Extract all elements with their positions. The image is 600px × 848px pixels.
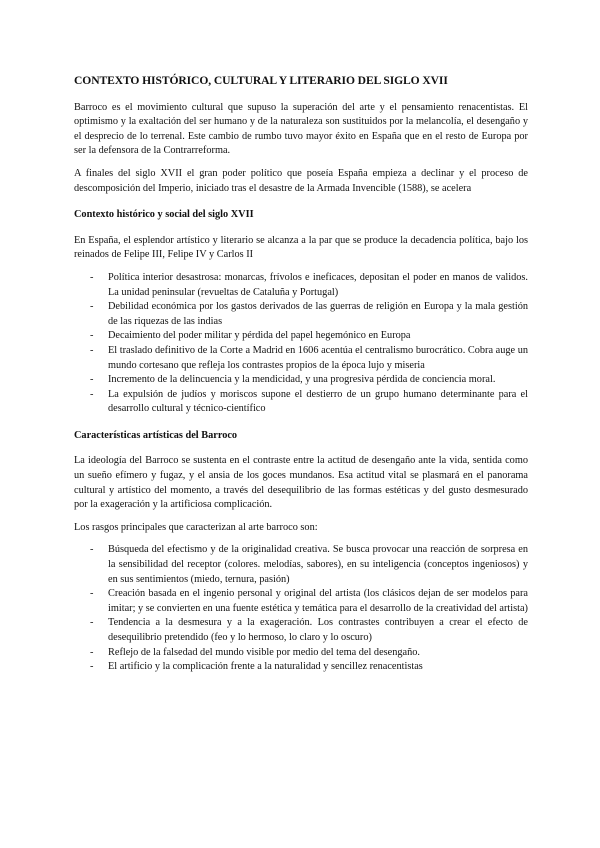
document-title: CONTEXTO HISTÓRICO, CULTURAL Y LITERARIO DEL SIGLO XVII [74, 74, 448, 87]
intro-paragraph-1: Barroco es el movimiento cultural que supuso la superación del arte y el pensamiento renacentistas. El optimismo y la exaltación del ser humano y de la naturaleza son sustituidos por la melancolía, el desengaño y el desprecio de lo terrenal. Este cambio de rumbo tuvo mayor éxito en España que en el resto de Europa por ser la defensora de la Contrarreforma. [74, 101, 528, 157]
list-item: - Tendencia a la desmesura y a la exageración. Los contrastes contribuyen a crear el efecto de desequilibrio pretendido (feo y lo hermoso, lo claro y lo oscuro) [74, 616, 528, 645]
list-item: - Creación basada en el ingenio personal y original del artista (los clásicos dejan de ser modelos para imitar; y se convierten en una fuente estética y temática para el desarrollo de la creatividad del artista) [74, 587, 528, 616]
context-list [74, 271, 528, 417]
list-item: - Incremento de la delincuencia y la mendicidad, y una progresiva pérdida de conciencia moral. [74, 373, 528, 388]
section-heading-characteristics: Características artísticas del Barroco [74, 429, 238, 441]
context-paragraph: En España, el esplendor artístico y literario se alcanza a la par que se produce la decadencia política, bajo los reinados de Felipe III, Felipe IV y Carlos II [74, 234, 528, 261]
document-page [74, 74, 528, 685]
list-item: - Búsqueda del efectismo y de la originalidad creativa. Se busca provocar una reacción de sorpresa en la sensibilidad del receptor (colores. melodías, sabores), en su inteligencia (conceptos ingeniosos) y en sus sentimientos (miedo, ternura, pasión) [74, 543, 528, 587]
list-item: - Decaimiento del poder militar y pérdida del papel hegemónico en Europa [74, 329, 528, 344]
list-item: - El artificio y la complicación frente a la naturalidad y sencillez renacentistas [74, 660, 528, 675]
section-heading-context: Contexto histórico y social del siglo XVII [74, 209, 254, 221]
list-item: - La expulsión de judíos y moriscos supone el destierro de un grupo humano determinante para el desarrollo cultural y técnico-científico [74, 388, 528, 417]
characteristics-list [74, 543, 528, 674]
characteristics-paragraph: La ideología del Barroco se sustenta en el contraste entre la actitud de desengaño ante la vida, sentida como un sueño efímero y fugaz, y el ansia de los goces mundanos. Esa actitud vital se plasmará en el panorama cultural y artístico del momento, a través del desequilibrio de las formas estéticas y del gusto desmesurado por la exageración y la artificiosa complicación. [74, 455, 528, 511]
list-item: - Reflejo de la falsedad del mundo visible por medio del tema del desengaño. [74, 646, 528, 661]
list-item: - El traslado definitivo de la Corte a Madrid en 1606 acentúa el centralismo burocrático. Cobra auge un mundo cortesano que refleja los contrastes propios de la época lujo y miseria [74, 344, 528, 373]
characteristics-lead: Los rasgos principales que caracterizan al arte barroco son: [74, 521, 318, 533]
list-item: - Debilidad económica por los gastos derivados de las guerras de religión en Europa y la mala gestión de las riquezas de las indias [74, 300, 528, 329]
intro-paragraph-2: A finales del siglo XVII el gran poder político que poseía España empieza a declinar y el proceso de descomposición del Imperio, iniciado tras el desastre de la Armada Invencible (1588), se acelera [74, 167, 528, 194]
list-item: - Política interior desastrosa: monarcas, frívolos e ineficaces, depositan el poder en manos de validos. La unidad peninsular (revueltas de Cataluña y Portugal) [74, 271, 528, 300]
